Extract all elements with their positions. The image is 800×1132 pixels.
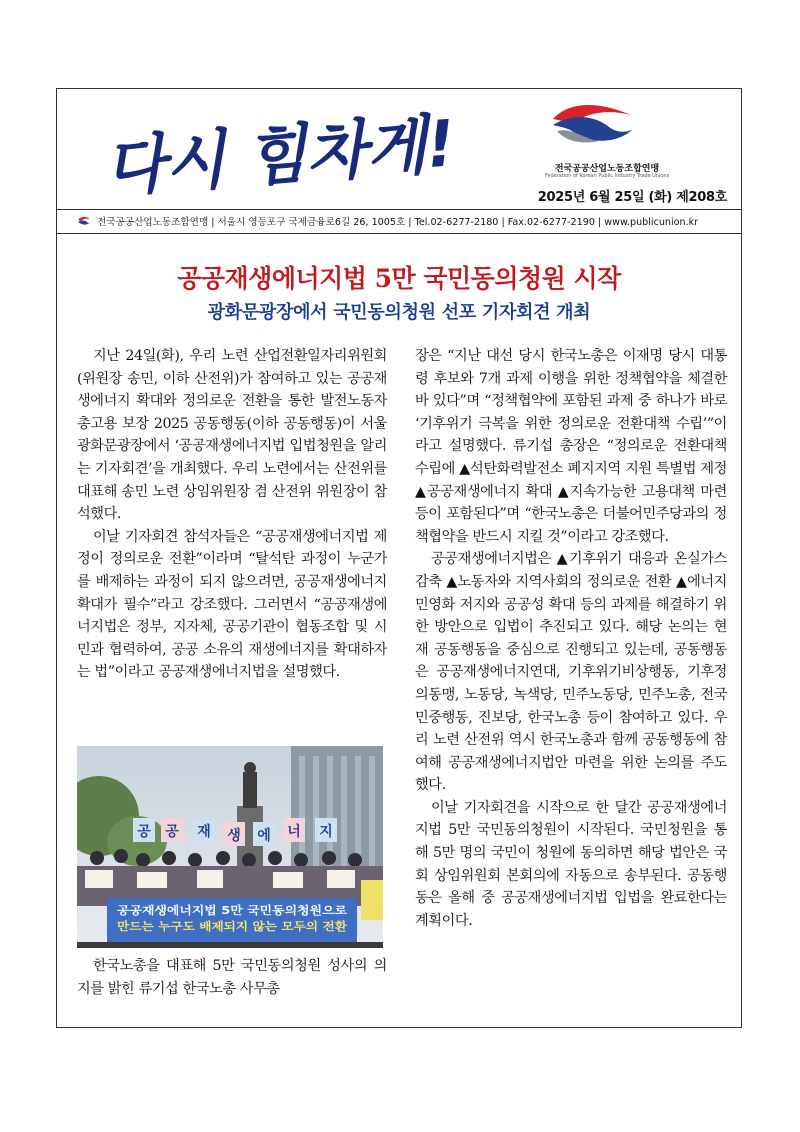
article-column-left bbox=[77, 345, 387, 684]
headline: 공공재생에너지법 5만 국민동의청원 시작 bbox=[177, 264, 621, 293]
newsletter-frame bbox=[56, 88, 742, 1028]
photo-scene bbox=[77, 746, 383, 948]
article-column-right bbox=[415, 345, 727, 932]
org-name-en: Federation of Korean Public Industry Trade Unions bbox=[544, 173, 670, 179]
paragraph: 이날 기자회견 참석자들은 “공공재생에너지법 제정이 정의로운 전환”이라며 “탈석탄 과정이 누군가를 배제하는 과정이 되지 않으려면, 공공재생에너지 확대가 필수”라고 강조했다. 그러면서 “공공재생에너지법은 정부, 지자체, 공공기관이 협동조합 및 시민과 협력하여, 공공 소유의 재생에너지를 확대하자는 법”이라고 공공재생에너지법을 설명했다. bbox=[77, 528, 387, 681]
paragraph: 지난 24일(화), 우리 노련 산업전환일자리위원회(위원장 송민, 이하 산전위)가 참여하고 있는 공공재생에너지 확대와 정의로운 전환을 통한 발전노동자 총고용 보장 2025 공동행동(이하 공동행동)이 서울 광화문광장에서 ‘공공재생에너지법 입법청원을 알리는 기자회견’을 개최했다. 우리 노련에서는 산전위를 대표해 송민 노련 상임위원장 겸 산전위 위원장이 참석했다. bbox=[77, 348, 387, 523]
sign-letter: 생 bbox=[227, 828, 241, 844]
sign-letter: 에 bbox=[257, 828, 271, 844]
banner-line: 공공재생에너지법 5만 국민동의청원으로 bbox=[117, 904, 313, 917]
subheadline: 광화문광장에서 국민동의청원 선포 기자회견 개최 bbox=[207, 302, 591, 323]
federation-logo bbox=[547, 99, 637, 145]
photo-caption: 한국노총을 대표해 5만 국민동의청원 성사의 의지를 밝힌 류기섭 한국노총 사무총 bbox=[77, 958, 387, 997]
brand-title-text: 다시 힘차게! bbox=[102, 106, 468, 205]
masthead bbox=[57, 89, 741, 210]
sign-letter: 너 bbox=[287, 824, 301, 840]
paragraph: 공공재생에너지법은 ▲기후위기 대응과 온실가스 감축 ▲노동자와 지역사회의 정의로운 전환 ▲에너지 민영화 저지와 공공성 확대 등의 과제를 해결하기 위한 방안으로 입법이 추진되고 있다. 해당 논의는 현재 공동행동을 중심으로 진행되고 있는데, 공동행동은 공공재생에너지연대, 기후위기비상행동, 기후정의동맹, 노동당, 녹색당, 민주노동당, 민주노총, 전국민중행동, 진보당, 한국노총 등이 참여하고 있다. 우리 노련 산전위 역시 한국노총과 함께 공동행동에 참여해 공공재생에너지법안 마련을 위한 논의를 주도했다. bbox=[415, 551, 727, 794]
press-conference-photo bbox=[77, 746, 383, 948]
sign-letter: 공 bbox=[137, 824, 151, 840]
sign-letter: 공 bbox=[165, 824, 179, 840]
issue-date: 2025년 6월 25일 (화) 제208호 bbox=[537, 190, 727, 205]
contact-bar bbox=[57, 209, 741, 234]
org-name-kr: 전국공공산업노동조합연맹 bbox=[554, 164, 660, 174]
sign-letter: 재 bbox=[197, 824, 211, 840]
sign-letter: 지 bbox=[319, 824, 333, 840]
banner-line: 만드는 누구도 배제되지 않는 모두의 전환 bbox=[117, 920, 317, 933]
paragraph: 장은 “지난 대선 당시 한국노총은 이재명 당시 대통령 후보와 7개 과제 이행을 위한 정책협약을 체결한 바 있다”며 “정책협약에 포함된 과제 중 하나가 바로 ‘기후위기 극복을 위한 정의로운 전환대책 수립’”이라고 설명했다. 류기섭 총장은 “정의로운 전환대책 수립에 ▲석탄화력발전소 폐지지역 지원 특별법 제정 ▲공공재생에너지 확대 ▲지속가능한 고용대책 마련 등이 포함된다”며 “한국노총은 더불어민주당과의 정책협약을 반드시 지킬 것”이라고 강조했다. bbox=[415, 348, 727, 545]
contact-text: 전국공공산업노동조합연맹 | 서울시 영등포구 국제금융로6길 26, 1005호 | Tel.02-6277-2180 | Fax.02-6277-2190 | www.publicunion.kr bbox=[97, 217, 699, 228]
paragraph: 이날 기자회견을 시작으로 한 달간 공공재생에너지법 5만 국민동의청원이 시작된다. 국민청원을 통해 5만 명의 국민이 청원에 동의하면 해당 법안은 국회 상임위원회 본회의에 자동으로 송부된다. 공동행동은 올해 중 공공재생에너지법 입법을 완료한다는 계획이다. bbox=[415, 799, 727, 929]
brand-title bbox=[95, 95, 475, 205]
mini-logo-icon bbox=[77, 216, 91, 226]
